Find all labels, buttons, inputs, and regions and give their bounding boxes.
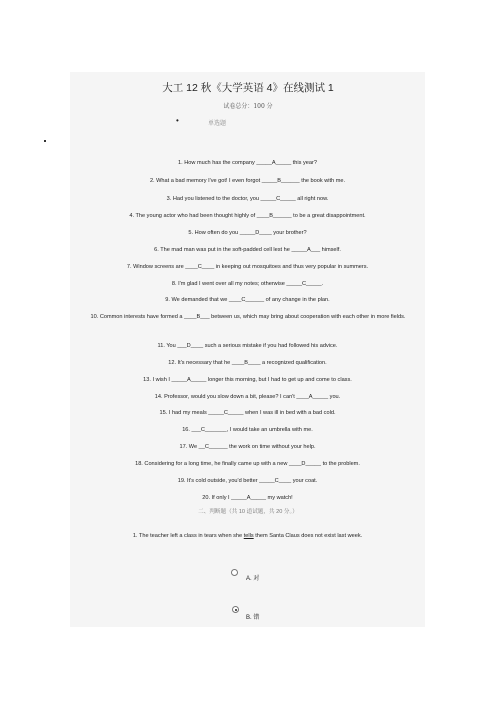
tf-question-text-end: them Santa Claus does not exist last week. <box>253 533 363 539</box>
question-2: 2. What a bad memory I've got! I even forgot _____B______ the book with me. <box>149 178 346 184</box>
tf-question-1 <box>70 533 425 539</box>
question-8: 8. I'm glad I went over all my notes; otherwise _____C_____. <box>171 281 324 287</box>
question-19: 19. It's cold outside, you'd better _____C____ your coat. <box>177 478 318 484</box>
question-20: 20. If only I _____A_____ my watch! <box>202 495 293 501</box>
question-13: 13. I wish I _____A_____ longer this morning, but I had to get up and come to class. <box>143 377 352 383</box>
question-16: 16. ___C_______, I would take an umbrella with me. <box>182 427 313 433</box>
option-a-radio[interactable] <box>231 569 238 576</box>
question-7: 7. Window screens are ____C____ in keeping out mosquitoes and thus very popular in summers. <box>126 264 369 270</box>
question-12: 12. It's necessary that he ____B____ a recognized qualification. <box>168 360 327 366</box>
question-11: 11. You ___D____ such a serious mistake if you had followed his advice. <box>157 343 338 349</box>
question-1: 1. How much has the company _____A_____ this year? <box>178 160 317 166</box>
question-18: 18. Considering for a long time, he finally came up with a new ____D_____ to the problem. <box>135 461 360 467</box>
question-10: 10. Common interests have formed a ____B___ between us, which may bring about cooperation with each other in more fields. <box>90 314 406 320</box>
question-15: 15. I had my meals _____C_____ when I was ill in bed with a bad cold. <box>159 410 336 416</box>
question-4: 4. The young actor who had been thought highly of ____B______ to be a great disappointment. <box>129 213 366 219</box>
option-b-label: B. 错 <box>246 615 260 621</box>
question-17: 17. We __C______ the work on time without your help. <box>179 444 316 450</box>
tf-question-text-start: 1. The teacher left a class in tears when she <box>132 533 244 539</box>
question-9: 9. We demanded that we ____C______ of any change in the plan. <box>165 297 330 303</box>
option-b-radio[interactable] <box>232 606 239 613</box>
question-5: 5. How often do you _____D____ your brother? <box>188 230 307 236</box>
question-3: 3. Had you listened to the doctor, you _____C_____ all right now. <box>166 196 329 202</box>
section-single-choice <box>176 116 227 127</box>
tf-question-underlined-word: tells <box>243 533 254 539</box>
section-single-choice-label: 单选题 <box>208 121 227 127</box>
margin-dot <box>44 140 46 142</box>
section-true-false-label: 二、判断题（共 10 道试题，共 20 分。） <box>198 509 298 515</box>
bullet-icon: • <box>176 116 179 125</box>
total-score: 试卷总分：100 分 <box>223 103 273 110</box>
page-title: 大工 12 秋《大学英语 4》在线测试 1 <box>162 82 334 94</box>
question-14: 14. Professor, would you slow down a bit, please? I can't ____A_____ you. <box>154 394 341 400</box>
option-a-label: A. 对 <box>246 576 260 582</box>
question-6: 6. The mad man was put in the soft-padded cell lest he _____A___ himself. <box>154 247 341 253</box>
